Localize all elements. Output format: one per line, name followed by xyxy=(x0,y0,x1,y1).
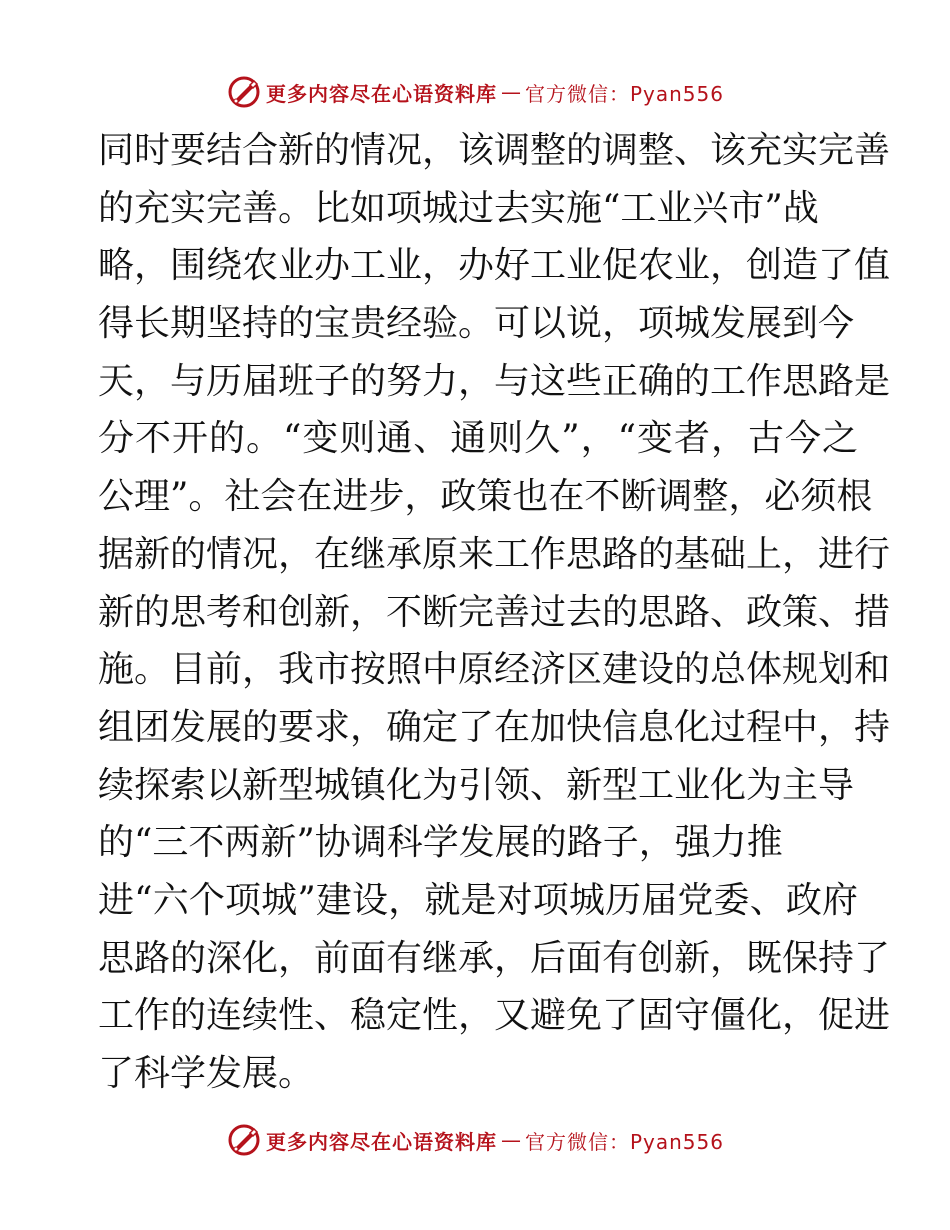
body-line: 思路的深化，前面有继承，后面有创新，既保持了 xyxy=(98,937,891,979)
body-line: 新的思考和创新，不断完善过去的思路、政策、措 xyxy=(98,591,891,633)
body-line: 进“六个项城”建设，就是对项城历届党委、政府 xyxy=(98,879,858,921)
footer-contact: 官方微信：Pyan556 xyxy=(524,1129,724,1154)
body-line: 施。目前，我市按照中原经济区建设的总体规划和 xyxy=(98,649,891,691)
pen-logo-icon xyxy=(226,1122,262,1158)
body-line: 同时要结合新的情况，该调整的调整、该充实完善 xyxy=(98,130,891,171)
header-brand: 更多内容尽在心语资料库 xyxy=(265,81,497,106)
body-line: 工作的连续性、稳定性，又避免了固守僵化，促进 xyxy=(98,995,891,1037)
body-line: 略，围绕农业办工业，办好工业促农业，创造了值 xyxy=(98,245,891,287)
body-line: 的充实完善。比如项城过去实施“工业兴市”战 xyxy=(98,187,819,229)
body-line: 据新的情况，在继承原来工作思路的基础上，进行 xyxy=(98,533,891,575)
document-body xyxy=(98,122,891,1103)
body-line: 组团发展的要求，确定了在加快信息化过程中，持 xyxy=(98,706,891,748)
header-separator: — xyxy=(500,80,521,104)
body-line: 得长期坚持的宝贵经验。可以说，项城发展到今 xyxy=(98,303,855,345)
body-line: 公理”。社会在进步，政策也在不断调整，必须根 xyxy=(98,476,873,518)
body-line: 的“三不两新”协调科学发展的路子，强力推 xyxy=(98,822,783,864)
header-contact: 官方微信：Pyan556 xyxy=(524,81,724,106)
footer-banner xyxy=(0,1118,950,1162)
body-line: 续探索以新型城镇化为引领、新型工业化为主导 xyxy=(98,764,855,806)
header-banner xyxy=(0,70,950,114)
pen-logo-icon xyxy=(226,74,262,110)
body-line: 天，与历届班子的努力，与这些正确的工作思路是 xyxy=(98,360,891,402)
footer-separator: — xyxy=(500,1128,521,1152)
body-line: 了科学发展。 xyxy=(98,1053,315,1094)
footer-brand: 更多内容尽在心语资料库 xyxy=(265,1129,497,1154)
body-line: 分不开的。“变则通、通则久”，“变者，古今之 xyxy=(98,418,858,460)
